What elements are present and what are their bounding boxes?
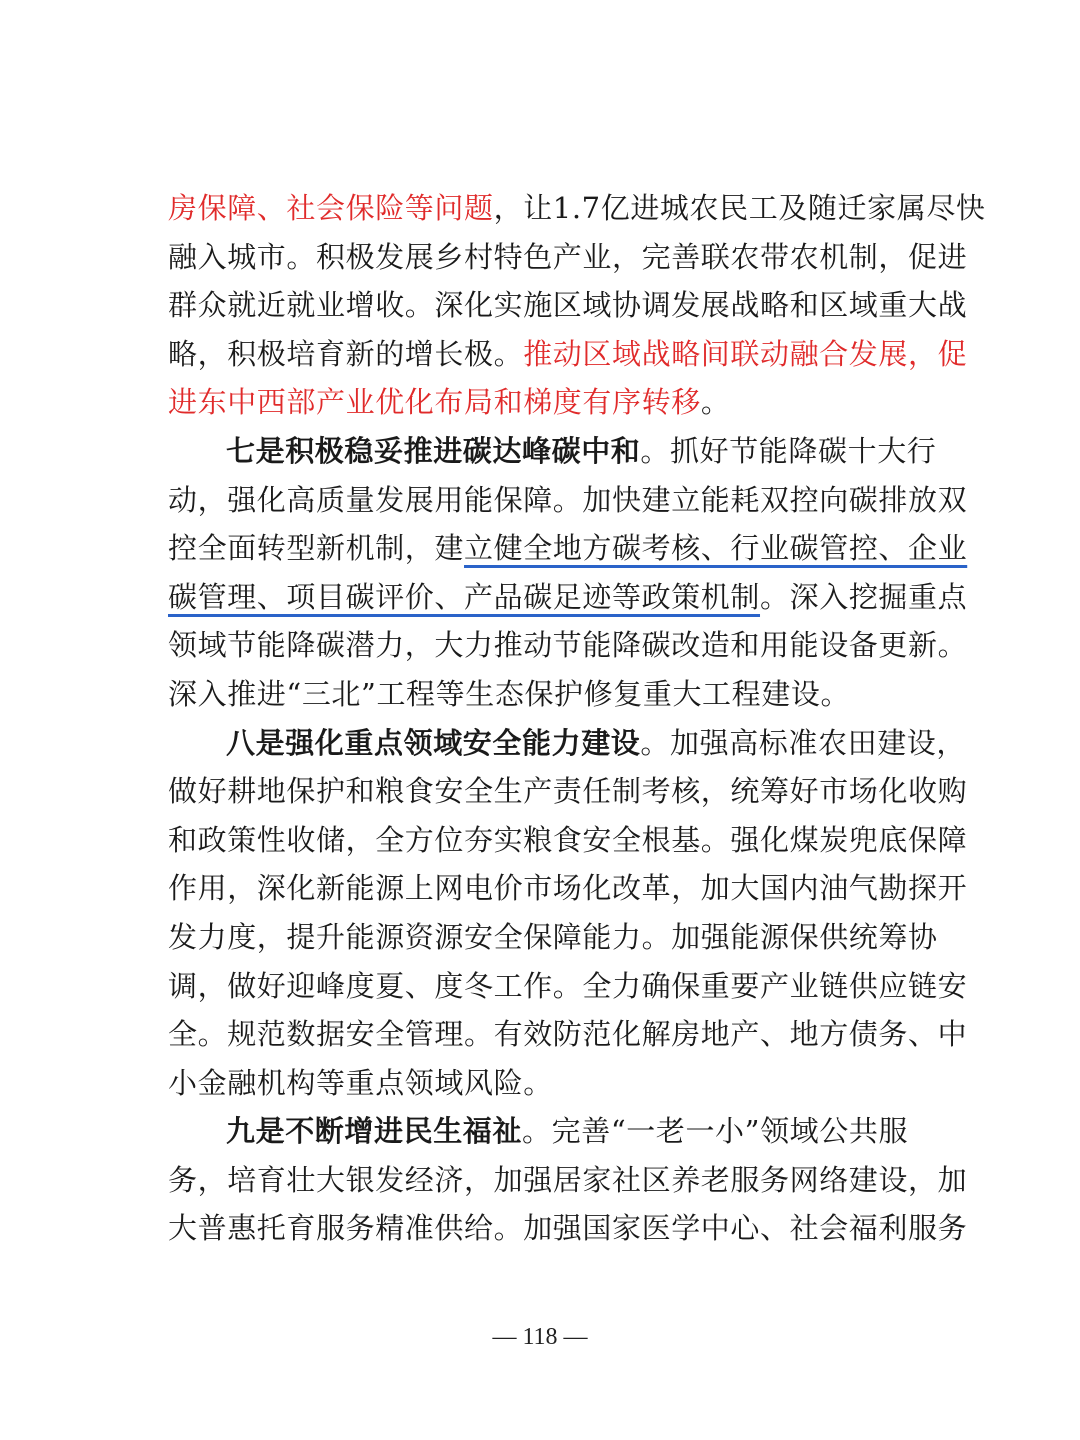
red-highlight-text: 房保障、社会保险等问题 [168, 191, 494, 225]
text-line: 动，强化高质量发展用能保障。加快建立能耗双控向碳排放双 [168, 482, 968, 517]
text-line [168, 524, 968, 573]
text-line: 融入城市。积极发展乡村特色产业，完善联农带农机制，促进 [168, 239, 968, 274]
document-body [168, 184, 986, 1253]
body-text: 略，积极培育新的增长极。 [168, 336, 524, 371]
body-text: 。抓好节能降碳十大行 [640, 433, 937, 468]
text-line: 深入推进“三北”工程等生态保护修复重大工程建设。 [168, 676, 851, 711]
text-line: 发力度，提升能源资源安全保障能力。加强能源保供统筹协 [168, 919, 938, 954]
text-line: 调，做好迎峰度夏、度冬工作。全力确保重要产业链供应链安 [168, 968, 968, 1003]
body-text: 。加强高标准农田建设， [640, 725, 967, 760]
red-highlight-text: 推动区域战略间联动融合发展，促 [523, 336, 968, 371]
body-text: 。 [700, 385, 731, 420]
section-heading-seven: 七是积极稳妥推进碳达峰碳中和 [226, 433, 641, 468]
text-line [168, 378, 928, 427]
red-highlight-text: 进东中西部产业优化布局和梯度有序转移 [168, 385, 701, 420]
text-line [168, 330, 968, 379]
body-text: 。完善“一老一小”领域公共服 [522, 1114, 909, 1149]
text-line: 和政策性收储，全方位夯实粮食安全根基。强化煤炭兜底保障 [168, 822, 968, 857]
paragraph-nine-first-line [168, 1107, 928, 1156]
body-text: 。深入挖掘重点 [760, 579, 968, 614]
blue-underlined-text: 立健全地方碳考核、行业碳管控、企业 [464, 531, 968, 566]
body-text: ，让1.7亿进城农民工及随迁家属尽快 [493, 191, 986, 225]
section-heading-nine: 九是不断增进民生福祉 [226, 1114, 523, 1149]
blue-underlined-text: 碳管理、项目碳评价、产品碳足迹等政策机制 [168, 579, 761, 614]
body-text: 控全面转型新机制，建 [168, 531, 465, 566]
text-line: 小金融机构等重点领域风险。 [168, 1065, 553, 1100]
paragraph-seven-first-line [168, 427, 937, 476]
page-number: — 118 — [492, 1324, 588, 1350]
text-line: 做好耕地保护和粮食安全生产责任制考核，统筹好市场化收购 [168, 774, 968, 809]
text-line: 群众就近就业增收。深化实施区域协调发展战略和区域重大战 [168, 288, 968, 323]
section-heading-eight: 八是强化重点领域安全能力建设 [226, 725, 641, 760]
text-line: 领域节能降碳潜力，大力推动节能降碳改造和用能设备更新。 [168, 628, 968, 663]
text-line: 大普惠托育服务精准供给。加强国家医学中心、社会福利服务 [168, 1211, 968, 1246]
paragraph-eight-first-line [168, 719, 967, 768]
text-line: 务，培育壮大银发经济，加强居家社区养老服务网络建设，加 [168, 1162, 968, 1197]
text-line: 作用，深化新能源上网电价市场化改革，加大国内油气勘探开 [168, 871, 968, 906]
text-line [168, 573, 968, 622]
text-line [168, 184, 986, 233]
text-line: 全。规范数据安全管理。有效防范化解房地产、地方债务、中 [168, 1017, 968, 1052]
